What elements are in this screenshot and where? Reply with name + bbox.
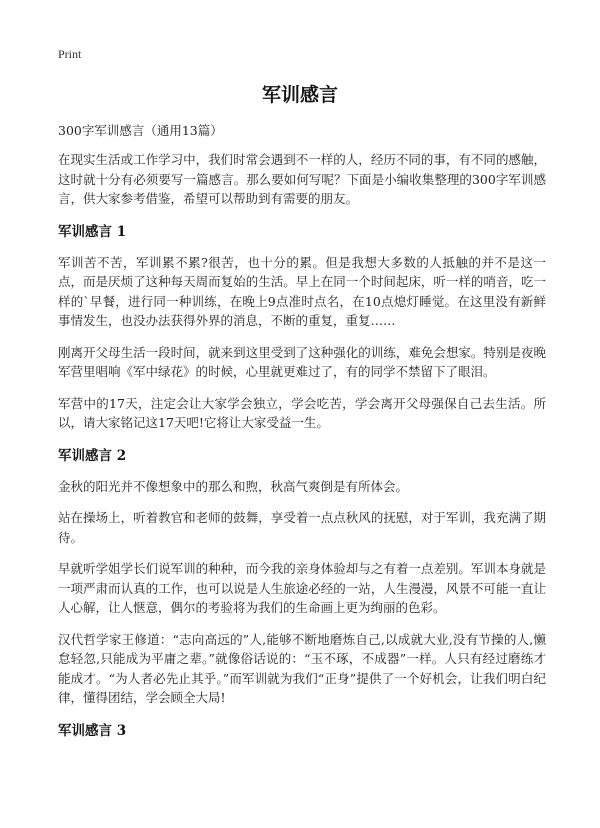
section-paragraph: 刚离开父母生活一段时间，就来到这里受到了这种强化的训练，难免会想家。特别是夜晚军营里唱响《军中绿花》的时候，心里就更难过了，有的同学不禁留下了眼泪。 bbox=[58, 344, 546, 379]
section-heading: 军训感言 3 bbox=[58, 722, 127, 739]
print-link[interactable]: Print bbox=[58, 47, 82, 61]
section-paragraph: 早就听学姐学长们说军训的种种，而今我的亲身体验却与之有着一点差别。军训本身就是一项严肃而认真的工作，也可以说是人生旅途必经的一站，人生漫漫，风景不可能一直让人心解，让人惬意，偶尔的考验将为我们的生命画上更为绚丽的色彩。 bbox=[58, 561, 546, 615]
section-paragraph: 站在操场上，听着教官和老师的鼓舞，享受着一点点秋风的抚慰，对于军训，我充满了期待。 bbox=[58, 510, 546, 545]
section-paragraph: 军营中的17天，注定会让大家学会独立，学会吃苦，学会离开父母强保自己去生活。所以，请大家铭记这17天吧!它将让大家受益一生。 bbox=[58, 395, 546, 430]
section-paragraph: 汉代哲学家王修道：“志向高远的”人,能够不断地磨炼自己,以成就大业,没有节操的人,懒怠轻忽,只能成为平庸之辈。”就像俗话说的：“玉不琢，不成器”一样。人只有经过磨练才能成才。“为人者必先止其乎。”而军训就为我们“正身”提供了一个好机会，让我们明白纪律，懂得团结，学会顾全大局! bbox=[58, 631, 546, 705]
section-paragraph: 金秋的阳光并不像想象中的那么和煦，秋高气爽倒是有所体会。 bbox=[58, 478, 409, 494]
section-heading: 军训感言 1 bbox=[58, 223, 127, 240]
section-paragraph: 军训苦不苦，军训累不累?很苦，也十分的累。但是我想大多数的人抵触的并不是这一点，而是厌烦了这种每天周而复始的生活。早上在同一个时间起床，听一样的哨音，吃一样的`早餐，进行同一种训练，在晚上9点准时点名，在10点熄灯睡觉。在这里没有新鲜事情发生，也没办法获得外界的消息，不断的重复，重复…… bbox=[58, 254, 546, 328]
article-body bbox=[58, 122, 546, 752]
intro-paragraph: 在现实生活或工作学习中，我们时常会遇到不一样的人，经历不同的事，有不同的感触，这时就十分有必须要写一篇感言。那么要如何写呢？下面是小编收集整理的300字军训感言，供大家参考借鉴，希望可以帮助到有需要的朋友。 bbox=[58, 152, 546, 206]
article-subtitle: 300字军训感言（通用13篇） bbox=[58, 123, 223, 138]
section-heading: 军训感言 2 bbox=[58, 447, 127, 464]
page-title: 军训感言 bbox=[261, 84, 338, 106]
